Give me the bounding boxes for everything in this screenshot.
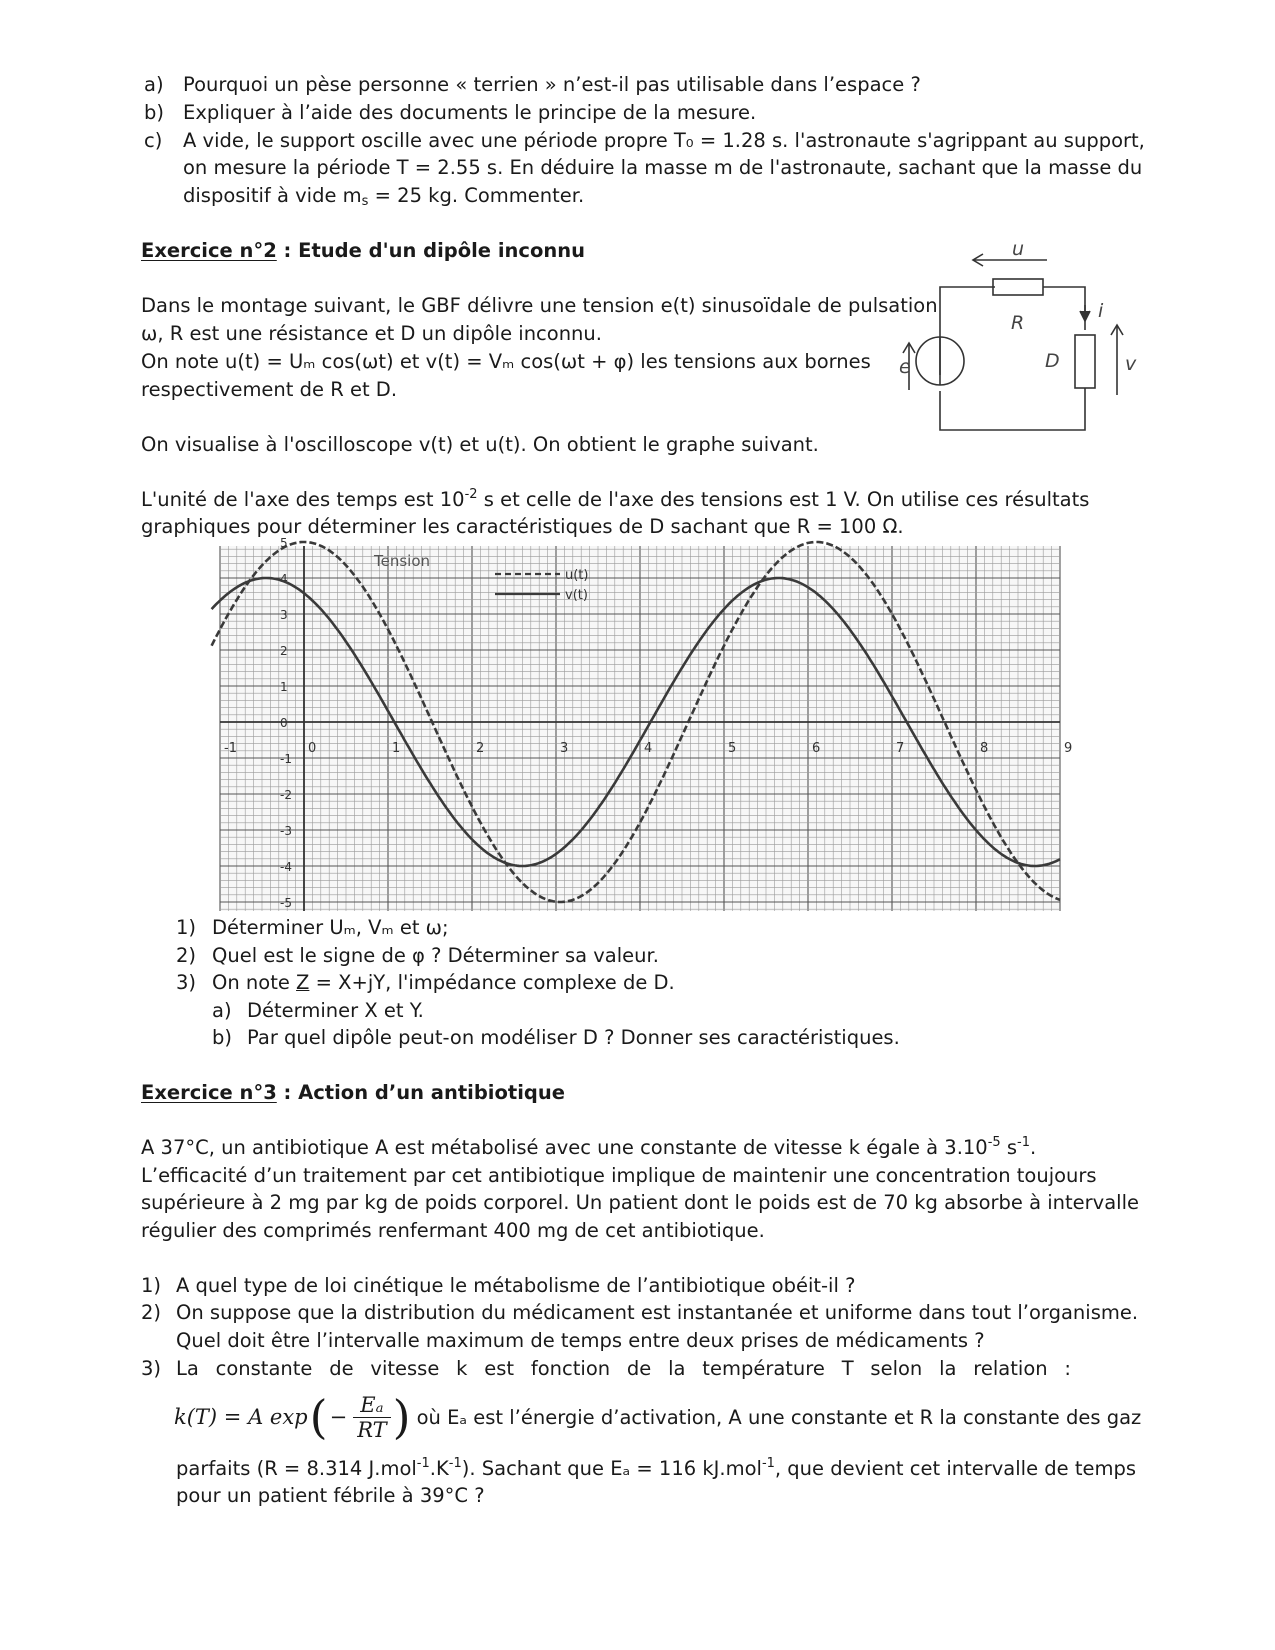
ex3-q3-line3: parfaits (R = 8.314 $J.mol^{-1}.K^{-1}$). Sachant que Eₐ = 116 kJ.mol$^{-1}$, que devient cet intervalle de temps	[176, 1456, 1137, 1480]
wire-left-top	[940, 287, 995, 375]
ex3-para1-line1: A 37°C, un antibiotique A est métabolisé avec une constante de vitesse k égale à $3.10^{-5}$ $s^{-1}$.	[141, 1135, 1037, 1159]
x-tick-label: 4	[644, 741, 653, 756]
resistor-R	[993, 279, 1043, 295]
ex1-item-c-line1: A vide, le support oscille avec une période propre T₀ = 1.28 s. l'astronaute s'agrippant au support,	[183, 129, 1145, 152]
ex3-heading: Exercice n°3 : Action d’un antibiotique	[141, 1081, 565, 1104]
ex2-q3-label: 3)	[176, 971, 197, 994]
y-tick-label: -4	[280, 860, 292, 874]
x-tick-label: 7	[896, 741, 905, 756]
ex1-item-c-line2: on mesure la période T = 2.55 s. En déduire la masse m de l'astronaute, sachant que la masse du	[183, 156, 1143, 179]
i-arrow-head	[1080, 311, 1090, 321]
formula-lhs: k(T) = A exp	[174, 1405, 308, 1429]
ex3-para1-line2: L’efficacité d’un traitement par cet antibiotique implique de maintenir une concentration toujours	[141, 1164, 1097, 1187]
ex2-para1-line1: Dans le montage suivant, le GBF délivre une tension e(t) sinusoïdale de pulsation	[141, 294, 938, 317]
y-tick-label: 5	[280, 536, 288, 550]
circuit-label-i: i	[1098, 300, 1104, 322]
ex2-q3-text: On note Z = X+jY, l'impédance complexe de D.	[212, 971, 675, 994]
ex2-q1-text: Déterminer Uₘ, Vₘ et ω;	[212, 916, 449, 939]
ex2-para2: On visualise à l'oscilloscope v(t) et u(t). On obtient le graphe suivant.	[141, 433, 819, 456]
wire-right-top	[1043, 287, 1085, 330]
ex2-para1-line2: ω, R est une résistance et D un dipôle inconnu.	[141, 322, 602, 345]
x-tick-label: 0	[308, 741, 317, 756]
ex3-q1-text: A quel type de loi cinétique le métabolisme de l’antibiotique obéit-il ?	[176, 1274, 856, 1297]
circuit-label-u: u	[1012, 238, 1025, 260]
circuit-diagram	[885, 235, 1145, 440]
y-tick-label: -3	[280, 824, 292, 838]
ex1-item-a-text: Pourquoi un pèse personne « terrien » n’est-il pas utilisable dans l’espace ?	[183, 73, 921, 96]
ex1-item-a-label: a)	[144, 73, 164, 96]
ex2-q3a-text: Déterminer X et Y.	[247, 999, 424, 1022]
ex1-item-c-line3: dispositif à vide $m_s = 25$ kg. Commenter.	[183, 184, 585, 209]
ex1-item-b-label: b)	[144, 101, 164, 124]
ex3-q2-label: 2)	[141, 1301, 162, 1324]
ex2-q3b-label: b)	[212, 1026, 232, 1049]
y-tick-label: 4	[280, 572, 288, 586]
formula-paren-close: )	[392, 1390, 411, 1444]
formula-denominator: RT	[357, 1417, 387, 1442]
y-tick-label: 3	[280, 608, 288, 622]
formula-fraction	[353, 1393, 390, 1442]
circuit-label-e: e	[899, 356, 911, 378]
ex3-q3-line4: pour un patient fébrile à 39°C ?	[176, 1484, 485, 1507]
ex3-q3-label: 3)	[141, 1357, 162, 1380]
legend-label-u: u(t)	[565, 568, 589, 583]
x-tick-label: 9	[1064, 741, 1073, 756]
ex2-q1-label: 1)	[176, 916, 197, 939]
y-tick-label: -2	[280, 788, 292, 802]
formula-numerator: Eₐ	[353, 1393, 390, 1418]
ex2-q2-label: 2)	[176, 944, 197, 967]
ex1-item-c-label: c)	[144, 129, 163, 152]
y-tick-label: -1	[280, 752, 292, 766]
ex3-q2-line2: Quel doit être l’intervalle maximum de temps entre deux prises de médicaments ?	[176, 1329, 985, 1352]
circuit-label-r: R	[1011, 312, 1025, 334]
x-tick-label: -1	[224, 741, 237, 756]
ex3-para1-line3: supérieure à 2 mg par kg de poids corporel. Un patient dont le poids est de 70 kg absorbe à intervalle	[141, 1191, 1139, 1214]
chart-title: Tension	[374, 552, 431, 570]
formula-description: où Eₐ est l’énergie d’activation, A une constante et R la constante des gaz	[416, 1405, 1142, 1429]
wire-bottom	[940, 388, 1085, 430]
arrhenius-formula	[174, 1384, 1141, 1450]
ex2-heading: Exercice n°2 : Etude d'un dipôle inconnu	[141, 239, 585, 262]
y-tick-label: 1	[280, 680, 288, 694]
ex2-q3b-text: Par quel dipôle peut-on modéliser D ? Donner ses caractéristiques.	[247, 1026, 900, 1049]
x-tick-label: 8	[980, 741, 989, 756]
x-tick-label: 6	[812, 741, 821, 756]
ex2-para3-line2: graphiques pour déterminer les caractéristiques de D sachant que R = 100 Ω.	[141, 515, 904, 538]
ex3-q3-line1: La constante de vitesse k est fonction de la température T selon la relation :	[176, 1357, 1071, 1380]
ex2-para1-line3: On note u(t) = Uₘ cos(ωt) et v(t) = Vₘ cos(ωt + φ) les tensions aux bornes	[141, 350, 871, 373]
ex1-item-b-text: Expliquer à l’aide des documents le principe de la mesure.	[183, 101, 757, 124]
y-tick-label: 0	[280, 716, 288, 730]
oscilloscope-chart	[220, 536, 1073, 911]
ex3-q1-label: 1)	[141, 1274, 162, 1297]
ex3-q2-line1: On suppose que la distribution du médicament est instantanée et uniforme dans tout l’organisme.	[176, 1301, 1139, 1324]
x-tick-label: 5	[728, 741, 737, 756]
x-tick-label: 2	[476, 741, 485, 756]
ex3-para1-line4: régulier des comprimés renfermant 400 mg de cet antibiotique.	[141, 1219, 765, 1242]
x-tick-label: 3	[560, 741, 569, 756]
legend-label-v: v(t)	[565, 588, 588, 603]
formula-minus: −	[329, 1405, 348, 1429]
ex2-para1-line4: respectivement de R et D.	[141, 378, 398, 401]
x-tick-label: 1	[392, 741, 401, 756]
ex2-para3-line1: L'unité de l'axe des temps est $10^{-2}$ s et celle de l'axe des tensions est 1 V. On utilise ces résultats	[141, 487, 1090, 511]
dipole-D	[1075, 335, 1095, 388]
ex2-q2-text: Quel est le signe de φ ? Déterminer sa valeur.	[212, 944, 659, 967]
formula-paren-open: (	[309, 1390, 328, 1444]
y-tick-label: 2	[280, 644, 288, 658]
ex2-q3a-label: a)	[212, 999, 232, 1022]
y-tick-label: -5	[280, 896, 292, 910]
circuit-label-d: D	[1045, 350, 1060, 372]
circuit-label-v: v	[1125, 353, 1137, 375]
